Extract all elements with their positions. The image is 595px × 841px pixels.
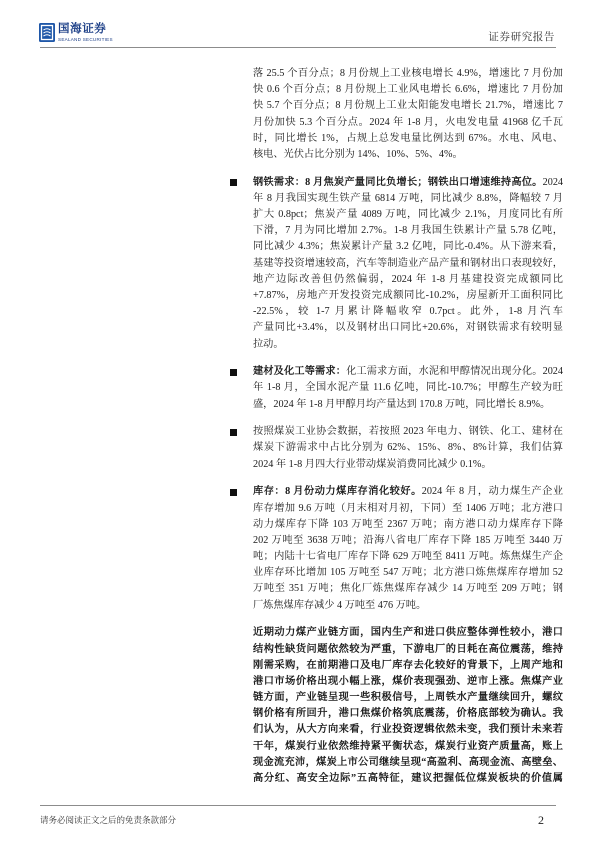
paragraph-lead-heading: 钢铁需求：8 月焦炭产量同比负增长；钢铁出口增速维持高位。 (253, 176, 543, 188)
paragraph-line: 基建等投资增速较高，汽车等制造业产品产量和钢材出口表现较好， (253, 257, 563, 269)
paragraph-line: +7.87%，房地产开发投资完成额同比-10.2%，房屋新开工面积同比 (253, 289, 563, 301)
paragraph-line: 刚需采购，在前期港口及电厂库存去化较好的背景下，上周产地和 (253, 659, 563, 671)
square-bullet-icon (230, 369, 237, 376)
paragraph-line: 港口市场价格出现小幅上涨，煤价表现强劲、逆市上涨。焦煤产业 (253, 675, 563, 687)
paragraph-line: 干年，煤炭行业依然维持紧平衡状态，煤炭行业资产质量高，账上 (253, 740, 563, 752)
header-divider (40, 47, 556, 48)
paragraph-line: 现金流充沛，煤炭上市公司继续呈现“高盈利、高现金流、高壁垒、 (253, 756, 563, 768)
paragraph-line: 按照煤炭工业协会数据，若按照 2023 年电力、钢铁、化工、建材在 (253, 426, 563, 438)
paragraph-line: 动力煤库存下降 103 万吨至 2367 万吨；南方港口动力煤库存下降 (253, 518, 563, 530)
paragraph-line: 结构性缺货问题依然较为严重，下游电厂的日耗在高位震荡，维持 (253, 643, 563, 655)
square-bullet-icon (230, 179, 237, 186)
paragraph-line: 业库存环比增加 105 万吨至 547 万吨；北方港口炼焦煤库存增加 52 (253, 567, 563, 579)
paragraph-line: 核电、光伏占比分别为 14%、10%、5%、4%。 (253, 148, 463, 160)
report-type-label: 证券研究报告 (488, 31, 555, 43)
paragraph-line: 快 5.7 个百分点；8 月份规上工业太阳能发电增长 21.7%，增速比 7 (253, 100, 563, 112)
paragraph-inventory (253, 484, 563, 614)
paragraph-steel-demand (253, 175, 563, 353)
paragraph-line: 厂炼焦煤库存减少 4 万吨至 476 万吨。 (253, 599, 427, 611)
brand-name-en: SEALAND SECURITIES (58, 37, 113, 42)
brand-name: 国海证券 (58, 23, 107, 35)
paragraph-line: 库存增加 9.6 万吨（月末相对月初，下同）至 1406 万吨；北方港口 (253, 502, 563, 514)
main-text-column (253, 66, 563, 799)
paragraph-line (253, 484, 563, 500)
paragraph-line: 同比减少 4.3%；焦炭累计产量 3.2 亿吨，同比-0.4%。从下游来看， (253, 241, 563, 253)
paragraph-line: 高分红、高安全边际”五高特征，建议把握低位煤炭板块的价值属 (253, 773, 563, 784)
paragraph-line: 年 1-8 月，全国水泥产量 11.6 亿吨，同比-10.7%；甲醇生产较为旺 (253, 382, 563, 394)
sealand-logo-icon (39, 23, 55, 42)
paragraph-line: 拉动。 (253, 338, 284, 350)
paragraph-line: 们认为，从大方向来看，行业投资逻辑依然未变，我们预计未来若 (253, 724, 563, 736)
paragraph-coal-consumption-estimate (253, 424, 563, 473)
paragraph-line: 下滑，7 月为同比增加 2.7%。1-8 月我国生铁累计产量 5.78 亿吨， (253, 225, 563, 237)
brand-logo (39, 22, 113, 44)
paragraph-line: 快 0.6 个百分点；8 月份规上工业风电增长 6.6%，增速比 7 月份加 (253, 84, 563, 96)
paragraph-line (253, 175, 563, 191)
paragraph-line: 地产边际改善但仍然偏弱，2024 年 1-8 月基建投资完成额同比 (253, 273, 563, 285)
paragraph-line: 煤炭下游需求中占比分别为 62%、15%、8%、8%计算，我们估算 (253, 442, 563, 454)
paragraph-industry-outlook (253, 625, 563, 787)
paragraph-lead-heading: 建材及化工等需求： (253, 366, 347, 378)
paragraph-power-generation (253, 66, 563, 163)
paragraph-line: 时，同比增长 1%，占规上总发电量比例达到 67%。水电、风电、 (253, 132, 563, 144)
square-bullet-icon (230, 489, 237, 496)
page-number: 2 (538, 813, 544, 827)
paragraph-line: 年 8 月我国实现生铁产量 6814 万吨，同比减少 8.8%，降幅较 7 月 (253, 192, 563, 204)
paragraph-line (253, 364, 563, 380)
paragraph-line-text: 2024 (542, 176, 563, 188)
paragraph-line-text: 化工需求方面，水泥和甲醇情况出现分化。2024 (346, 366, 563, 378)
paragraph-lead-heading: 库存：8 月份动力煤库存消化较好。 (253, 486, 422, 498)
paragraph-line: 月份加快 5.3 个百分点。2024 年 1-8 月，火电发电量 41968 亿千瓦 (253, 116, 563, 128)
paragraph-line: 盛，2024 年 1-8 月甲醇月均产量达到 170.8 万吨，同比增长 8.9%。 (253, 398, 551, 410)
footer-disclaimer: 请务必阅读正文之后的免责条款部分 (40, 815, 177, 825)
paragraph-line: 2024 年 1-8 月四大行业带动煤炭消费同比减少 0.1%。 (253, 458, 492, 470)
paragraph-line: 扩大 0.8pct；焦炭产量 4089 万吨，同比减少 2.1%，月度同比有所 (253, 209, 563, 220)
paragraph-line: -22.5%，较 1-7 月累计降幅收窄 0.7pct。此外，1-8 月汽车 (253, 306, 563, 318)
paragraph-line: 落 25.5 个百分点；8 月份规上工业核电增长 4.9%，增速比 7 月份加 (253, 68, 563, 79)
paragraph-line: 吨；内陆十七省电厂库存下降 629 万吨至 8411 万吨。炼焦煤生产企 (253, 551, 563, 563)
paragraph-line: 钢价格有所回升，港口焦煤价格筑底震荡，价格底部较为确认。我 (253, 708, 563, 720)
paragraph-line: 产量同比+3.4%，以及钢材出口同比+20.6%，对钢铁需求有较明显 (253, 322, 563, 334)
square-bullet-icon (230, 429, 237, 436)
paragraph-building-chemical-demand (253, 364, 563, 413)
paragraph-line: 202 万吨至 3638 万吨；沿海八省电厂库存下降 185 万吨至 3440 万 (253, 534, 563, 546)
paragraph-line-text: 2024 年 8 月，动力煤生产企业 (421, 486, 564, 498)
paragraph-line: 链方面，产业链呈现一些积极信号，上周铁水产量继续回升，螺纹 (253, 692, 563, 704)
paragraph-line: 万吨至 351 万吨；焦化厂炼焦煤库存减少 14 万吨至 209 万吨；钢 (253, 583, 563, 595)
paragraph-line: 近期动力煤产业链方面，国内生产和进口供应整体弹性较小，港口 (253, 627, 563, 639)
footer-divider (40, 805, 556, 806)
